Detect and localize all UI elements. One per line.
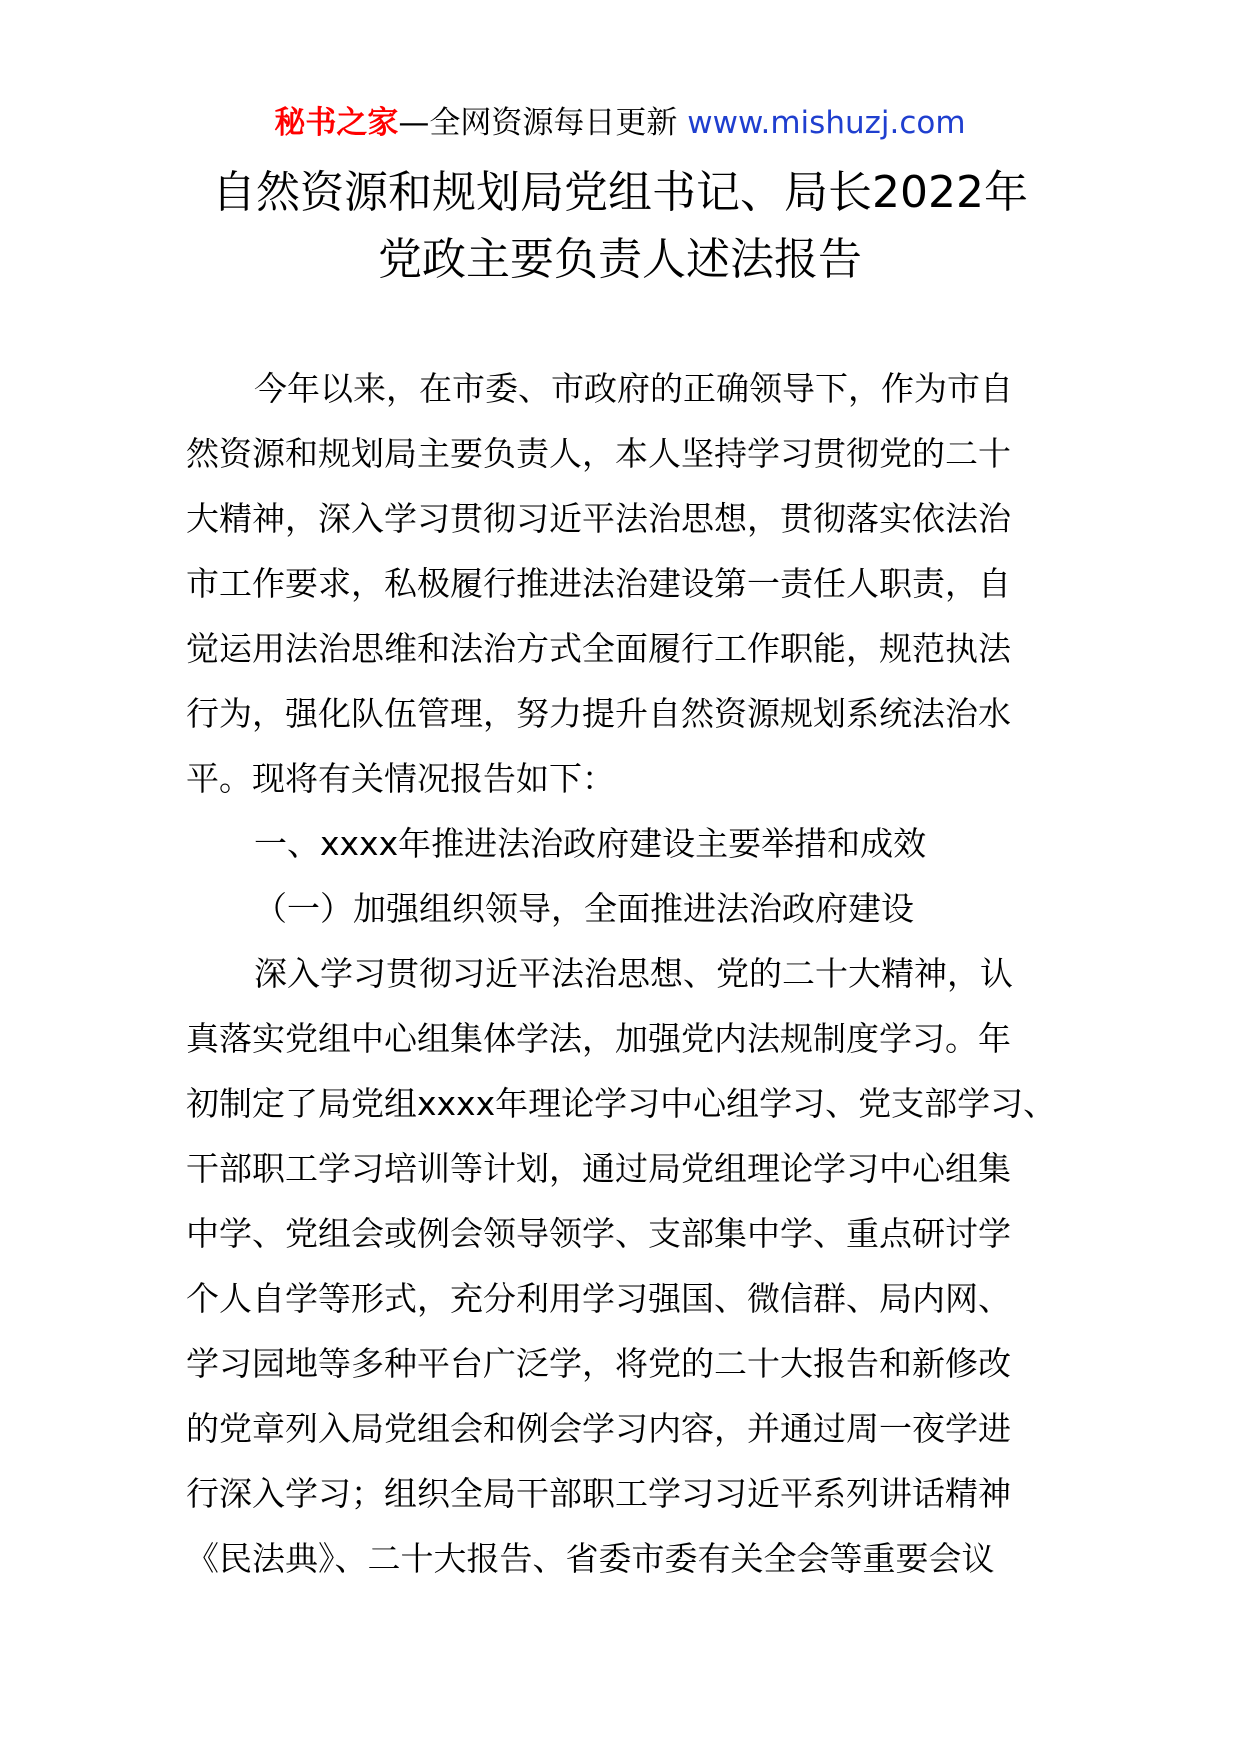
watermark-header: [0, 100, 1240, 146]
document-title-line-2: 党政主要负责人述法报告: [378, 234, 862, 285]
paragraph-line: 平。现将有关情况报告如下：: [186, 759, 615, 798]
paragraph-line: 学习园地等多种平台广泛学，将党的二十大报告和新修改: [186, 1344, 1011, 1383]
paragraph-line: 今年以来，在市委、市政府的正确领导下，作为市自: [254, 369, 1013, 408]
paragraph-line: 大精神，深入学习贯彻习近平法治思想，贯彻落实依法治: [186, 499, 1011, 538]
paragraph-line: 行为，强化队伍管理，努力提升自然资源规划系统法治水: [186, 694, 1011, 733]
paragraph-line: 市工作要求，私极履行推进法治建设第一责任人职责，自: [186, 564, 1011, 603]
paragraph-line: 觉运用法治思维和法治方式全面履行工作职能，规范执法: [186, 629, 1011, 668]
document-body: [186, 356, 1066, 1591]
brand-slogan: —全网资源每日更新: [398, 105, 688, 141]
section-heading: 一、xxxx年推进法治政府建设主要举措和成效: [254, 824, 927, 863]
paragraph-line: 中学、党组会或例会领导领学、支部集中学、重点研讨学: [186, 1214, 1011, 1253]
paragraph-line: 的党章列入局党组会和例会学习内容，并通过周一夜学进: [186, 1409, 1011, 1448]
paragraph-line: 《民法典》、二十大报告、省委市委有关全会等重要会议: [186, 1539, 995, 1578]
subsection-heading: （一）加强组织领导，全面推进法治政府建设: [254, 889, 914, 928]
site-link[interactable]: www.mishuzj.com: [687, 105, 966, 141]
paragraph-line: 深入学习贯彻习近平法治思想、党的二十大精神，认: [254, 954, 1013, 993]
paragraph-line: 干部职工学习培训等计划，通过局党组理论学习中心组集: [186, 1149, 1011, 1188]
paragraph-line: 真落实党组中心组集体学法，加强党内法规制度学习。年: [186, 1019, 1011, 1058]
brand-name: 秘书之家: [274, 105, 399, 141]
paragraph-line: 行深入学习；组织全局干部职工学习习近平系列讲话精神: [186, 1474, 1011, 1513]
paragraph-line: 个人自学等形式，充分利用学习强国、微信群、局内网、: [186, 1279, 1011, 1318]
paragraph-line: 然资源和规划局主要负责人，本人坚持学习贯彻党的二十: [186, 434, 1011, 473]
paragraph-line: 初制定了局党组xxxx年理论学习中心组学习、党支部学习、: [186, 1084, 1057, 1123]
document-title-line-1: 自然资源和规划局党组书记、局长2022年: [212, 167, 1028, 218]
